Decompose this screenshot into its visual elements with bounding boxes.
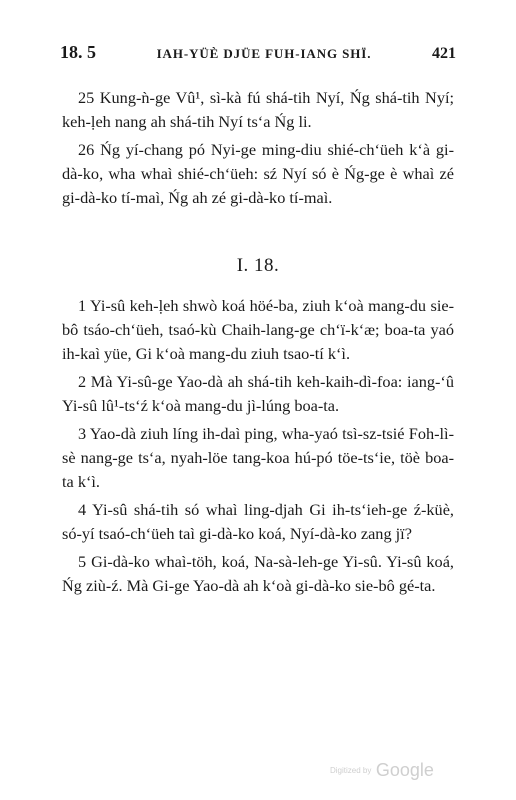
google-logo: Google [375,760,434,780]
verse-paragraph: 2 Mà Yi-sû-ge Yao-dà ah shá-tih keh-kaih-dì-foa: iang-‘û Yi-sû lû¹-ts‘ź k‘oà mang-du jì-lúng boa-ta. [62,372,454,415]
verse-paragraph: 26 Ńg yí-chang pó Nyi-ge ming-diu shié-ch‘üeh k‘à gi-dà-ko, wha whaì shié-ch‘üeh: sź Nyí só è Ńg-ge è whaì zé gi-dà-ko tí-maì, Ńg ah zé gi-dà-ko tí-maì. [62,140,454,207]
verse-paragraph: 5 Gi-dà-ko whaì-töh, koá, Na-sà-leh-ge Yi-sû. Yi-sû koá, Ńg ziù-ź. Mà Gi-ge Yao-dà ah k‘oà gi-dà-ko sie-bô gé-ta. [62,552,454,595]
section-heading: I. 18. [236,255,280,276]
running-header [60,42,456,63]
digitized-watermark [330,760,434,781]
page-number: 421 [432,45,456,62]
watermark-prefix: Digitized by [330,766,372,775]
verse-paragraph: 4 Yi-sû shá-tih só whaì ling-djah Gi ih-ts‘ieh-ge ź-küè, só-yí tsaó-ch‘üeh taì gi-dà-ko koá, Nyí-dà-ko zang jï? [62,500,454,543]
verse-paragraph: 1 Yi-sû keh-ḷeh shwò koá höé-ba, ziuh k‘oà mang-du sie-bô tsáo-ch‘üeh, tsaó-kù Chaih-lang-ge ch‘ï-k‘æ; boa-ta yaó ih-kaì yüe, Gi k‘oà mang-du ziuh tsao-tí k‘ì. [62,296,454,363]
verse-paragraph: 3 Yao-dà ziuh líng ih-daì ping, wha-yaó tsì-sz-tsié Foh-lì-sè nang-ge ts‘a, nyah-löe tang-koa hú-pó töe-ts‘ie, töè boa-ta k‘ì. [62,424,454,491]
chapter-verse-ref: 18. 5 [60,42,96,62]
book-title: IAH-YÜÈ DJÜE FUH-IANG SHÏ. [156,46,372,61]
verse-paragraph: 25 Kung-ǹ-ge Vû¹, sì-kà fú shá-tih Nyí, Ńg shá-tih Nyí; keh-ḷeh nang ah shá-tih Nyí ts‘a Ńg li. [62,88,454,131]
page-body [62,86,454,602]
